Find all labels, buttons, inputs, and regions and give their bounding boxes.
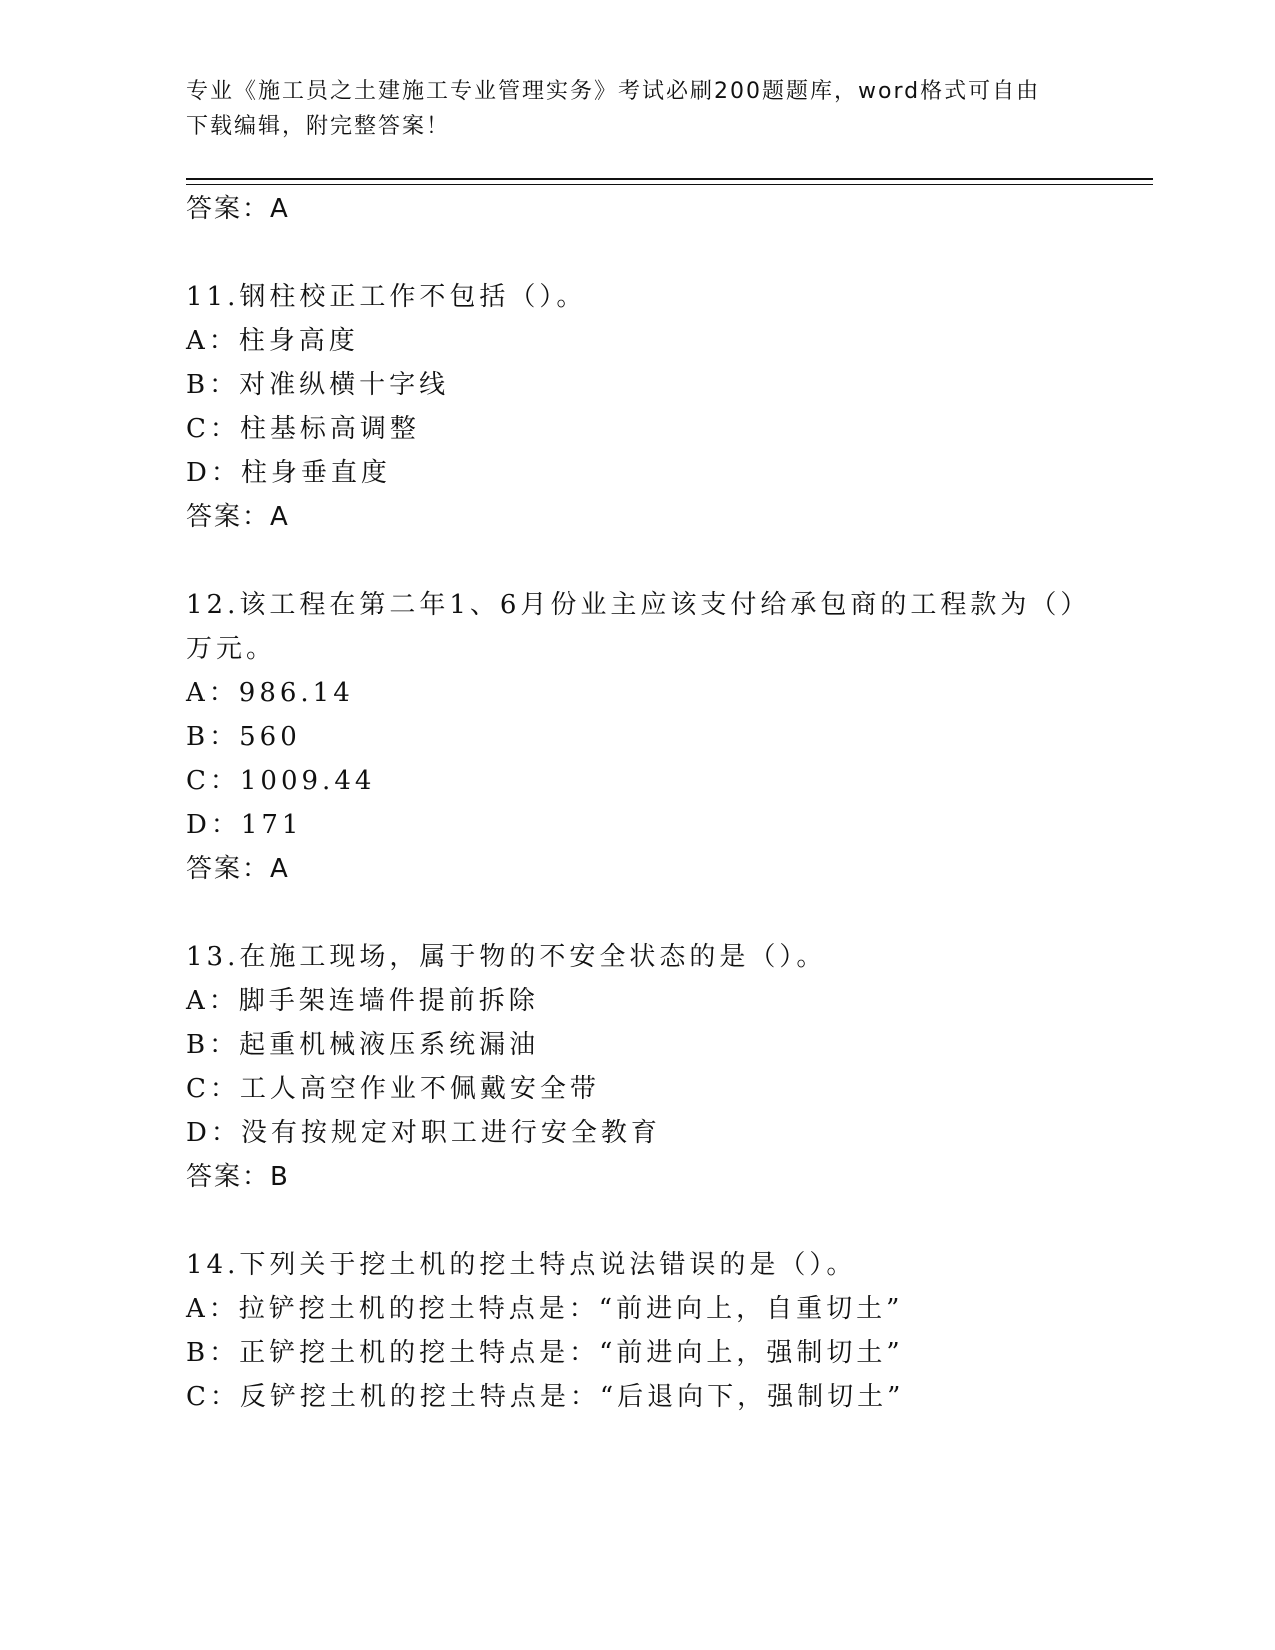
header-divider-thick [186,178,1153,180]
header-title-line-2: 下载编辑，附完整答案！ [186,114,451,139]
question-12-option-a: A：986.14 [186,678,354,708]
document-header [186,74,1066,144]
question-12-stem-line-2: 万元。 [186,634,277,664]
question-11-stem: 11.钢柱校正工作不包括（）。 [186,282,587,312]
question-14-option-a: A：拉铲挖土机的挖土特点是：“前进向上，自重切土” [186,1294,904,1324]
question-13-option-c: C：工人高空作业不佩戴安全带 [186,1074,600,1104]
question-12-stem-line-1: 12.该工程在第二年1、6月份业主应该支付给承包商的工程款为（） [186,590,1091,620]
question-14-option-c: C：反铲挖土机的挖土特点是：“后退向下，强制切土” [186,1382,905,1412]
question-13-answer: 答案：B [186,1162,290,1192]
question-14-stem: 14.下列关于挖土机的挖土特点说法错误的是（）。 [186,1250,857,1280]
question-11-option-a: A：柱身高度 [186,326,359,356]
question-12-option-c: C：1009.44 [186,766,376,796]
question-12-option-b: B：560 [186,722,301,752]
previous-answer: 答案：A [186,194,290,224]
question-11-option-d: D：柱身垂直度 [186,458,391,488]
question-13-option-a: A：脚手架连墙件提前拆除 [186,986,539,1016]
question-12-option-d: D：171 [186,810,303,840]
question-13-stem: 13.在施工现场，属于物的不安全状态的是（）。 [186,942,827,972]
question-13-option-d: D：没有按规定对职工进行安全教育 [186,1118,661,1148]
header-divider-thin [186,184,1153,185]
question-14-option-b: B：正铲挖土机的挖土特点是：“前进向上，强制切土” [186,1338,904,1368]
question-12-answer: 答案：A [186,854,290,884]
question-11-answer: 答案：A [186,502,290,532]
question-13-option-b: B：起重机械液压系统漏油 [186,1030,540,1060]
header-title-line-1: 专业《施工员之土建施工专业管理实务》考试必刷200题题库，word格式可自由 [186,79,1041,104]
question-11-option-b: B：对准纵横十字线 [186,370,450,400]
question-11-option-c: C：柱基标高调整 [186,414,420,444]
